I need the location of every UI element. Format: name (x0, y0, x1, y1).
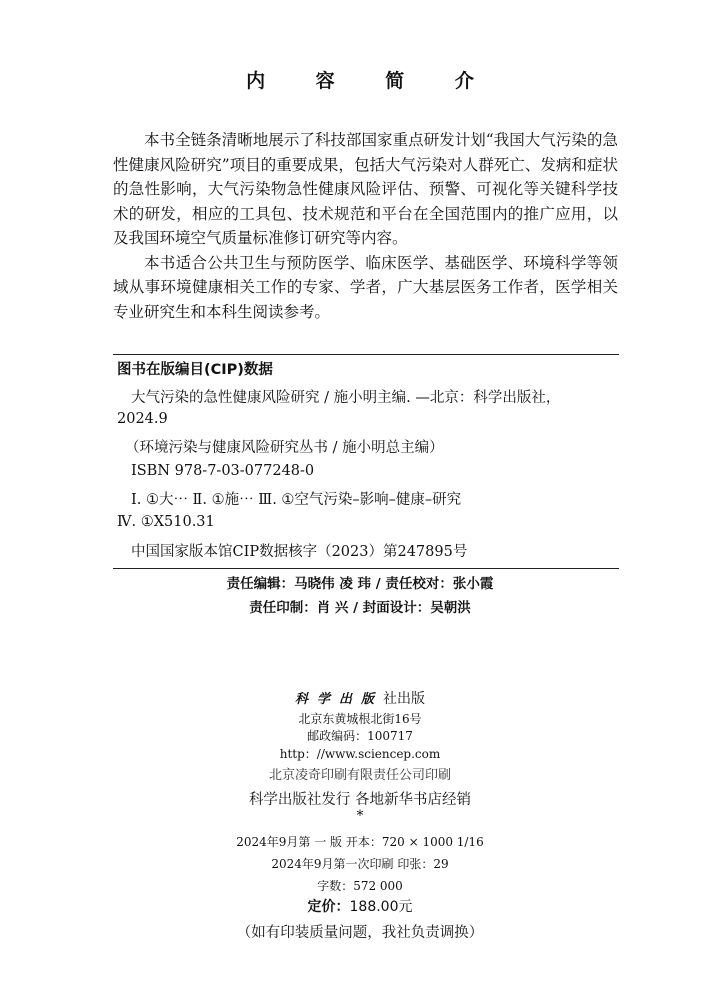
cip-block (113, 356, 619, 568)
cip-top-rule (113, 354, 619, 355)
price-line (0, 896, 720, 916)
summary-paragraph-2: 本书适合公共卫生与预防医学、临床医学、基础医学、环境科学等领域从事环境健康相关工作的专家、学者，广大基层医务工作者，医学相关专业研究生和本科生阅读参考。 (113, 253, 618, 321)
wordcount-line: 字数：572 000 (317, 879, 403, 893)
summary-paragraph-1: 本书全链条清晰地展示了科技部国家重点研发计划“我国大气污染的急性健康风险研究”项目的重要成果，包括大气污染对人群死亡、发病和症状的急性影响，大气污染物急性健康风险评估、预警、可视化等关键科学技术的研发，相应的工具包、技术规范和平台在全国范围内的推广应用，以及我国环境空气质量标准修订研究等内容。 (113, 131, 618, 247)
credits-line-2: 责任印制：肖 兴 / 封面设计：吴朝洪 (249, 600, 471, 616)
edition-line: 2024年9月第 一 版 开本：720 × 1000 1/16 (236, 835, 484, 849)
publisher-url: http：//www.sciencep.com (279, 747, 441, 761)
summary-section (113, 128, 618, 324)
cip-record-line: 中国国家版本馆CIP数据核字（2023）第247895号 (131, 544, 468, 560)
page-title: 内 容 简 介 (246, 70, 496, 92)
printing-line: 2024年9月第一次印刷 印张：29 (271, 857, 449, 871)
price-value: 188.00元 (349, 899, 413, 915)
publisher-name (0, 688, 720, 708)
cip-series-line: （环境污染与健康风险研究丛书 / 施小明总主编） (125, 440, 444, 456)
cip-class-line: Ⅰ. ①大⋯ Ⅱ. ①施⋯ Ⅲ. ①空气污染–影响–健康–研究 (131, 492, 462, 508)
cip-title-line: 大气污染的急性健康风险研究 / 施小明主编. —北京：科学出版社， (131, 390, 561, 406)
separator-star: * (356, 808, 364, 824)
publisher-address: 北京东黄城根北街16号 (298, 712, 422, 726)
quality-notice: （如有印装质量问题，我社负责调换） (236, 925, 484, 941)
publisher-name-tail: 社出版 (383, 691, 425, 707)
credits-line-1: 责任编辑：马晓伟 凌 玮 / 责任校对：张小霞 (226, 576, 494, 592)
publisher-postcode: 邮政编码：100717 (307, 729, 413, 743)
cip-bottom-rule (113, 568, 619, 569)
distribution-line: 科学出版社发行 各地新华书店经销 (248, 792, 472, 808)
cip-year-line: 2024.9 (117, 411, 168, 427)
cip-heading: 图书在版编目(CIP)数据 (117, 362, 273, 378)
cip-isbn-line: ISBN 978-7-03-077248-0 (131, 463, 315, 479)
publisher-logo: 科学出版 (294, 692, 383, 707)
printer-line: 北京凌奇印刷有限责任公司印刷 (268, 768, 451, 783)
cip-class-line-2: Ⅳ. ①X510.31 (117, 514, 215, 530)
price-label: 定价： (307, 899, 350, 915)
